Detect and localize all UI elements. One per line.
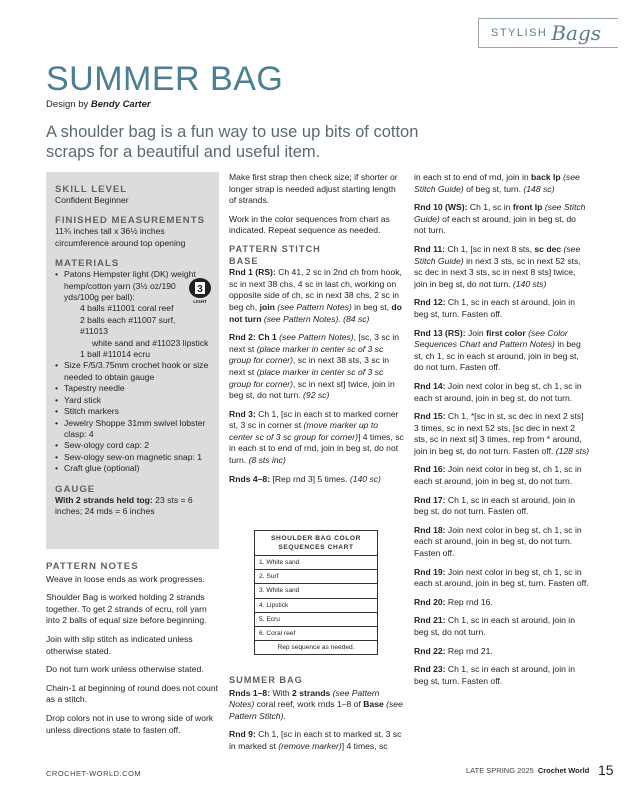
rnd-label: Rnd 3:	[229, 408, 256, 419]
pattern-note: Shoulder Bag is worked holding 2 strands together. To get 2 strands of ecru, roll yarn into 2 balls of equal size before beginning.	[46, 592, 207, 626]
rnd-text: , sc in next 38 sts, 3 sc in next st	[229, 355, 390, 377]
footer-website: CROCHET-WORLD.COM	[46, 769, 142, 778]
base-rnd-1	[229, 267, 404, 325]
bag-rnd-15	[414, 411, 590, 457]
pattern-note: Weave in loose ends as work progresses.	[46, 573, 205, 584]
summer-bag-heading: SUMMER BAG	[229, 675, 303, 685]
rnd-bold: first color	[486, 327, 526, 338]
rnd-italic: (place marker in center sc of 3 sc group for corner)	[229, 343, 384, 366]
material-item: • Stitch markers	[55, 406, 195, 417]
rnd-italic: (see Pattern Notes)	[274, 301, 352, 312]
bag-rnd-19	[414, 567, 590, 590]
bag-rnd-12	[414, 297, 590, 320]
rnd-italic: (see Stitch Guide)	[414, 243, 581, 266]
intro-text: A shoulder bag is a fun way to use up bits of cotton scraps for a beautiful and useful item.	[46, 123, 419, 161]
rnd-label: Rnd 10 (WS):	[414, 202, 468, 213]
color-note: Work in the color sequences from chart as indicated. Repeat sequence as needed.	[229, 213, 390, 236]
chart-row: 3. White sand	[255, 583, 377, 597]
section-word: STYLISH	[491, 27, 548, 39]
rnd-text: With	[270, 687, 293, 698]
measure-text: 11¾ inches tall x 36½ inches circumference around top opening	[55, 226, 186, 248]
rnd-italic: (see Pattern Notes)	[229, 687, 380, 710]
rnd-text: Join next color in beg st, ch 1, sc in each st around, join in beg st, do not turn.	[414, 380, 582, 403]
rnd-label: Rnd 19:	[414, 566, 446, 577]
gauge-bold: With 2 strands held tog:	[55, 494, 153, 505]
rnd-count: (92 sc)	[300, 390, 330, 401]
material-item: • Sew-ology sew-on magnetic snap: 1	[55, 452, 213, 463]
bag-rnd-23	[414, 664, 590, 687]
rnd-label: Rnd 13 (RS):	[414, 327, 466, 338]
rnd-label: Rnd 23:	[414, 664, 446, 675]
rnd-label: Rnd 22:	[414, 645, 446, 656]
rnd-text: Ch 1, sc in each st around, join in beg st, do not turn.	[414, 615, 575, 637]
material-item: • Sew-ology cord cap: 2	[55, 440, 195, 451]
rnd-text: Ch 41, 2 sc in 2nd ch from hook, sc in next 38 chs, 4 sc in last ch, working on opposite side of ch, sc in next 38 chs, 2 sc in beg ch,	[229, 267, 402, 312]
rnd-bold: sc dec	[534, 243, 562, 254]
pattern-notes-heading: PATTERN NOTES	[46, 561, 139, 572]
rnd-italic: (see Stitch Guide)	[414, 202, 586, 224]
rnd-text: [Rep rnd 3] 5 times.	[270, 473, 348, 484]
rnd-text: of beg st, turn.	[463, 183, 522, 194]
base-rnd-2	[229, 332, 404, 402]
rnd-text: Join next color in beg st, ch 1, sc in each st around, join in beg st, turn. Fasten off.	[414, 566, 589, 589]
materials-list	[55, 269, 209, 474]
rnd-label: Rnd 11:	[414, 243, 446, 254]
pattern-stitch-heading: PATTERN STITCH	[229, 243, 321, 254]
strap-note: Make first strap then check size; if shorter or longer strap is needed adjust starting length of strands.	[229, 172, 398, 206]
rnd-label: Rnd 16:	[414, 464, 446, 475]
chart-footer: Rep sequence as needed.	[255, 640, 377, 654]
rnd-text: Join	[465, 327, 487, 338]
rnd-text: Rep rnd 21.	[445, 645, 493, 656]
rnd-text: , sc in next st] twice, join in beg st, do not turn.	[229, 378, 395, 401]
pattern-note: Chain-1 at beginning of round does not count as a stitch.	[46, 682, 219, 705]
material-item: 1 ball #11014 ecru	[80, 349, 151, 360]
rnd-label: Rnd 1 (RS):	[229, 267, 276, 278]
rnd-count: (8 sts inc)	[246, 455, 286, 466]
material-item: • Jewelry Shoppe 31mm swivel lobster clasp: 4	[55, 418, 213, 441]
rnd-text: ] 4 times, sc in each st to end of rnd, join in beg st, do not turn.	[229, 431, 404, 466]
chart-row: 1. White sand	[255, 555, 377, 569]
rnd-label: Rnd 18:	[414, 524, 446, 535]
rnd-text: Ch 1, sc in each st around, join in beg st, turn. Fasten off.	[414, 297, 575, 319]
rnd-text: Ch 1, sc in each st around, join in beg st, turn. Fasten off.	[414, 664, 575, 686]
rnd-italic: (move marker up to center sc of 3 sc group for corner)	[229, 420, 379, 442]
info-sidebar	[46, 172, 219, 549]
rnd-label: Rnd 2: Ch 1	[229, 332, 277, 343]
material-item: 4 balls #11001 coral reef	[80, 303, 174, 314]
color-sequence-chart	[254, 530, 378, 655]
rnd-text: in next 3 sts, sc in next 52 sts, sc dec in next 3 sts, sc in next 8 sts] twice, join in beg st, do not turn.	[414, 255, 581, 289]
base-heading: BASE	[229, 255, 259, 266]
rnd-count: (84 sc)	[340, 313, 370, 324]
yarn-weight-label: LIGHT	[193, 299, 207, 304]
rnd-bold: 2 strands	[292, 687, 331, 698]
rnd-count: (128 sts)	[553, 445, 590, 456]
chart-title: SHOULDER BAG COLOR SEQUENCES CHART	[271, 535, 361, 551]
chart-row: 2. Surf	[255, 569, 377, 583]
rnd-text: Ch 1, [sc in each st to marked corner st, 3 sc in corner st	[229, 408, 399, 431]
chart-row: 5. Ecru	[255, 612, 377, 626]
rnd-bold: do not turn	[229, 301, 402, 324]
rnd-text: coral reef, work rnds 1–8 of	[254, 699, 364, 710]
rnd-italic: (place marker in center sc of 3 sc group for corner)	[229, 366, 384, 389]
rnd-italic: (see Pattern Stitch).	[229, 699, 403, 721]
bag-rnd-9-cont	[414, 172, 590, 195]
pattern-notes	[46, 561, 221, 743]
rnd-count: (140 sts)	[510, 278, 547, 289]
bag-rnd-21	[414, 615, 590, 638]
rnd-label: Rnd 14:	[414, 380, 446, 391]
base-rnd-3	[229, 409, 404, 467]
rnd-italic: (see Pattern Notes)	[276, 332, 354, 343]
column-two	[229, 172, 404, 492]
rnd-text: in beg st, ch 1, sc in each st around, join in beg st, do not turn. Fasten off.	[414, 339, 581, 373]
rnd-label: Rnd 9:	[229, 729, 256, 740]
designer-name: Bendy Carter	[90, 99, 151, 110]
gauge-rest: 23 sts = 6 inches; 24 mds = 6 inches	[55, 494, 193, 516]
measure-heading: FINISHED MEASUREMENTS	[55, 215, 205, 227]
page-title: SUMMER BAG	[46, 60, 284, 98]
bag-rnd-13	[414, 328, 590, 374]
skill-heading: SKILL LEVEL	[55, 184, 128, 195]
chart-row: 4. Lipstick	[255, 598, 377, 612]
rnd-text: in beg st,	[351, 301, 392, 312]
rnd-label: Rnds 4–8:	[229, 473, 271, 484]
rnd-bold: front lp	[512, 202, 543, 213]
rnd-text: Ch 1, *[sc in st, sc dec in next 2 sts] 3 times, sc in next 52 sts, [sc dec in next 2 sts, sc in next st] 3 times, rep from * around, join in beg st, do not turn. Fasten off.	[414, 411, 584, 456]
footer-issue	[466, 766, 589, 775]
rnd-count: (140 sc)	[347, 473, 381, 484]
gauge-heading: GAUGE	[55, 483, 96, 495]
bag-rnd-1-8	[229, 688, 404, 723]
bag-rnd-9	[229, 729, 404, 752]
bag-rnd-22	[414, 646, 590, 658]
bag-rnd-17	[414, 495, 590, 518]
bag-rnd-20	[414, 597, 590, 609]
bag-rnd-10	[414, 202, 590, 237]
rnd-count: (148 sc)	[521, 183, 555, 194]
rnd-label: Rnd 21:	[414, 615, 446, 626]
magazine-brand: Crochet World	[537, 766, 590, 775]
material-item: • Craft glue (optional)	[55, 463, 195, 474]
rnd-text: Ch 1, [sc in each st to marked st, 3 sc in marked st	[229, 729, 402, 751]
rnd-bold: Base	[363, 699, 384, 710]
material-item: white sand and #11023 lipstick	[92, 337, 209, 348]
pattern-note: Drop colors not in use to wrong side of work unless directions state to fasten off.	[46, 712, 214, 735]
rnd-text: ] 4 times, sc	[341, 740, 388, 751]
base-rnd-4-8	[229, 474, 404, 486]
section-tab	[478, 18, 618, 48]
pattern-note: Join with slip stitch as indicated unless otherwise stated.	[46, 633, 193, 656]
rnd-italic: (see Stitch Guide)	[414, 172, 580, 194]
skill-text: Confident Beginner	[55, 195, 129, 205]
rnd-label: Rnd 17:	[414, 494, 446, 505]
column-three	[414, 172, 590, 694]
rnd-text: Ch 1, sc in	[467, 202, 513, 213]
byline-prefix: Design by	[46, 99, 91, 110]
rnd-text: of each st around, join in beg st, do not turn.	[414, 213, 576, 236]
page-number: 15	[598, 762, 614, 778]
summer-bag-section	[229, 673, 404, 760]
material-item: • Tapestry needle	[55, 383, 195, 394]
material-item: • Yard stick	[55, 395, 195, 406]
section-script: Bags	[551, 21, 602, 45]
rnd-italic: (remove marker)	[278, 740, 342, 751]
issue-date: LATE SPRING 2025	[466, 766, 534, 775]
bag-rnd-14	[414, 381, 590, 404]
materials-heading: MATERIALS	[55, 258, 120, 270]
material-item: • Size F/5/3.75mm crochet hook or size needed to obtain gauge	[55, 360, 213, 383]
bag-rnd-11	[414, 244, 590, 290]
rnd-label: Rnd 12:	[414, 297, 446, 308]
yarn-weight-icon	[188, 278, 212, 304]
bag-rnd-16	[414, 464, 590, 487]
rnd-text: Join next color in beg st, ch 1, sc in each st around, join in beg st, do not turn. Fasten off.	[414, 524, 582, 559]
rnd-label: Rnd 20:	[414, 596, 446, 607]
rnd-text: Join next color in beg st, ch 1, sc in each st around, join in beg st, do not turn.	[414, 464, 582, 487]
gauge-text	[55, 495, 210, 518]
rnd-text: , [sc, 3 sc in next st	[229, 332, 400, 354]
byline	[46, 99, 151, 110]
rnd-text: Ch 1, [sc in next 8 sts,	[445, 243, 535, 254]
material-item: • Patons Hempster light (DK) weight hemp/cotton yarn (3½ oz/190 yds/100g per ball):	[55, 269, 205, 303]
pattern-note: Do not turn work unless otherwise stated.	[46, 664, 204, 675]
rnd-label: Rnds 1–8:	[229, 687, 271, 698]
rnd-italic: (see Color Sequences Chart and Pattern Notes)	[414, 327, 568, 350]
chart-row: 6. Coral reef	[255, 626, 377, 640]
rnd-label: Rnd 15:	[414, 411, 446, 422]
yarn-weight-number: 3	[197, 284, 203, 295]
rnd-bold: join	[259, 301, 275, 312]
bag-rnd-18	[414, 525, 590, 560]
material-item: 2 balls each #11007 surf, #11013	[80, 314, 176, 337]
rnd-text: Rep rnd 16.	[445, 596, 493, 607]
rnd-text: Ch 1, sc in each st around, join in beg st, do not turn. Fasten off.	[414, 494, 575, 517]
rnd-text: in each st to end of rnd, join in	[414, 172, 532, 182]
rnd-bold: back lp	[531, 172, 561, 182]
rnd-italic: (see Pattern Notes).	[261, 313, 341, 324]
